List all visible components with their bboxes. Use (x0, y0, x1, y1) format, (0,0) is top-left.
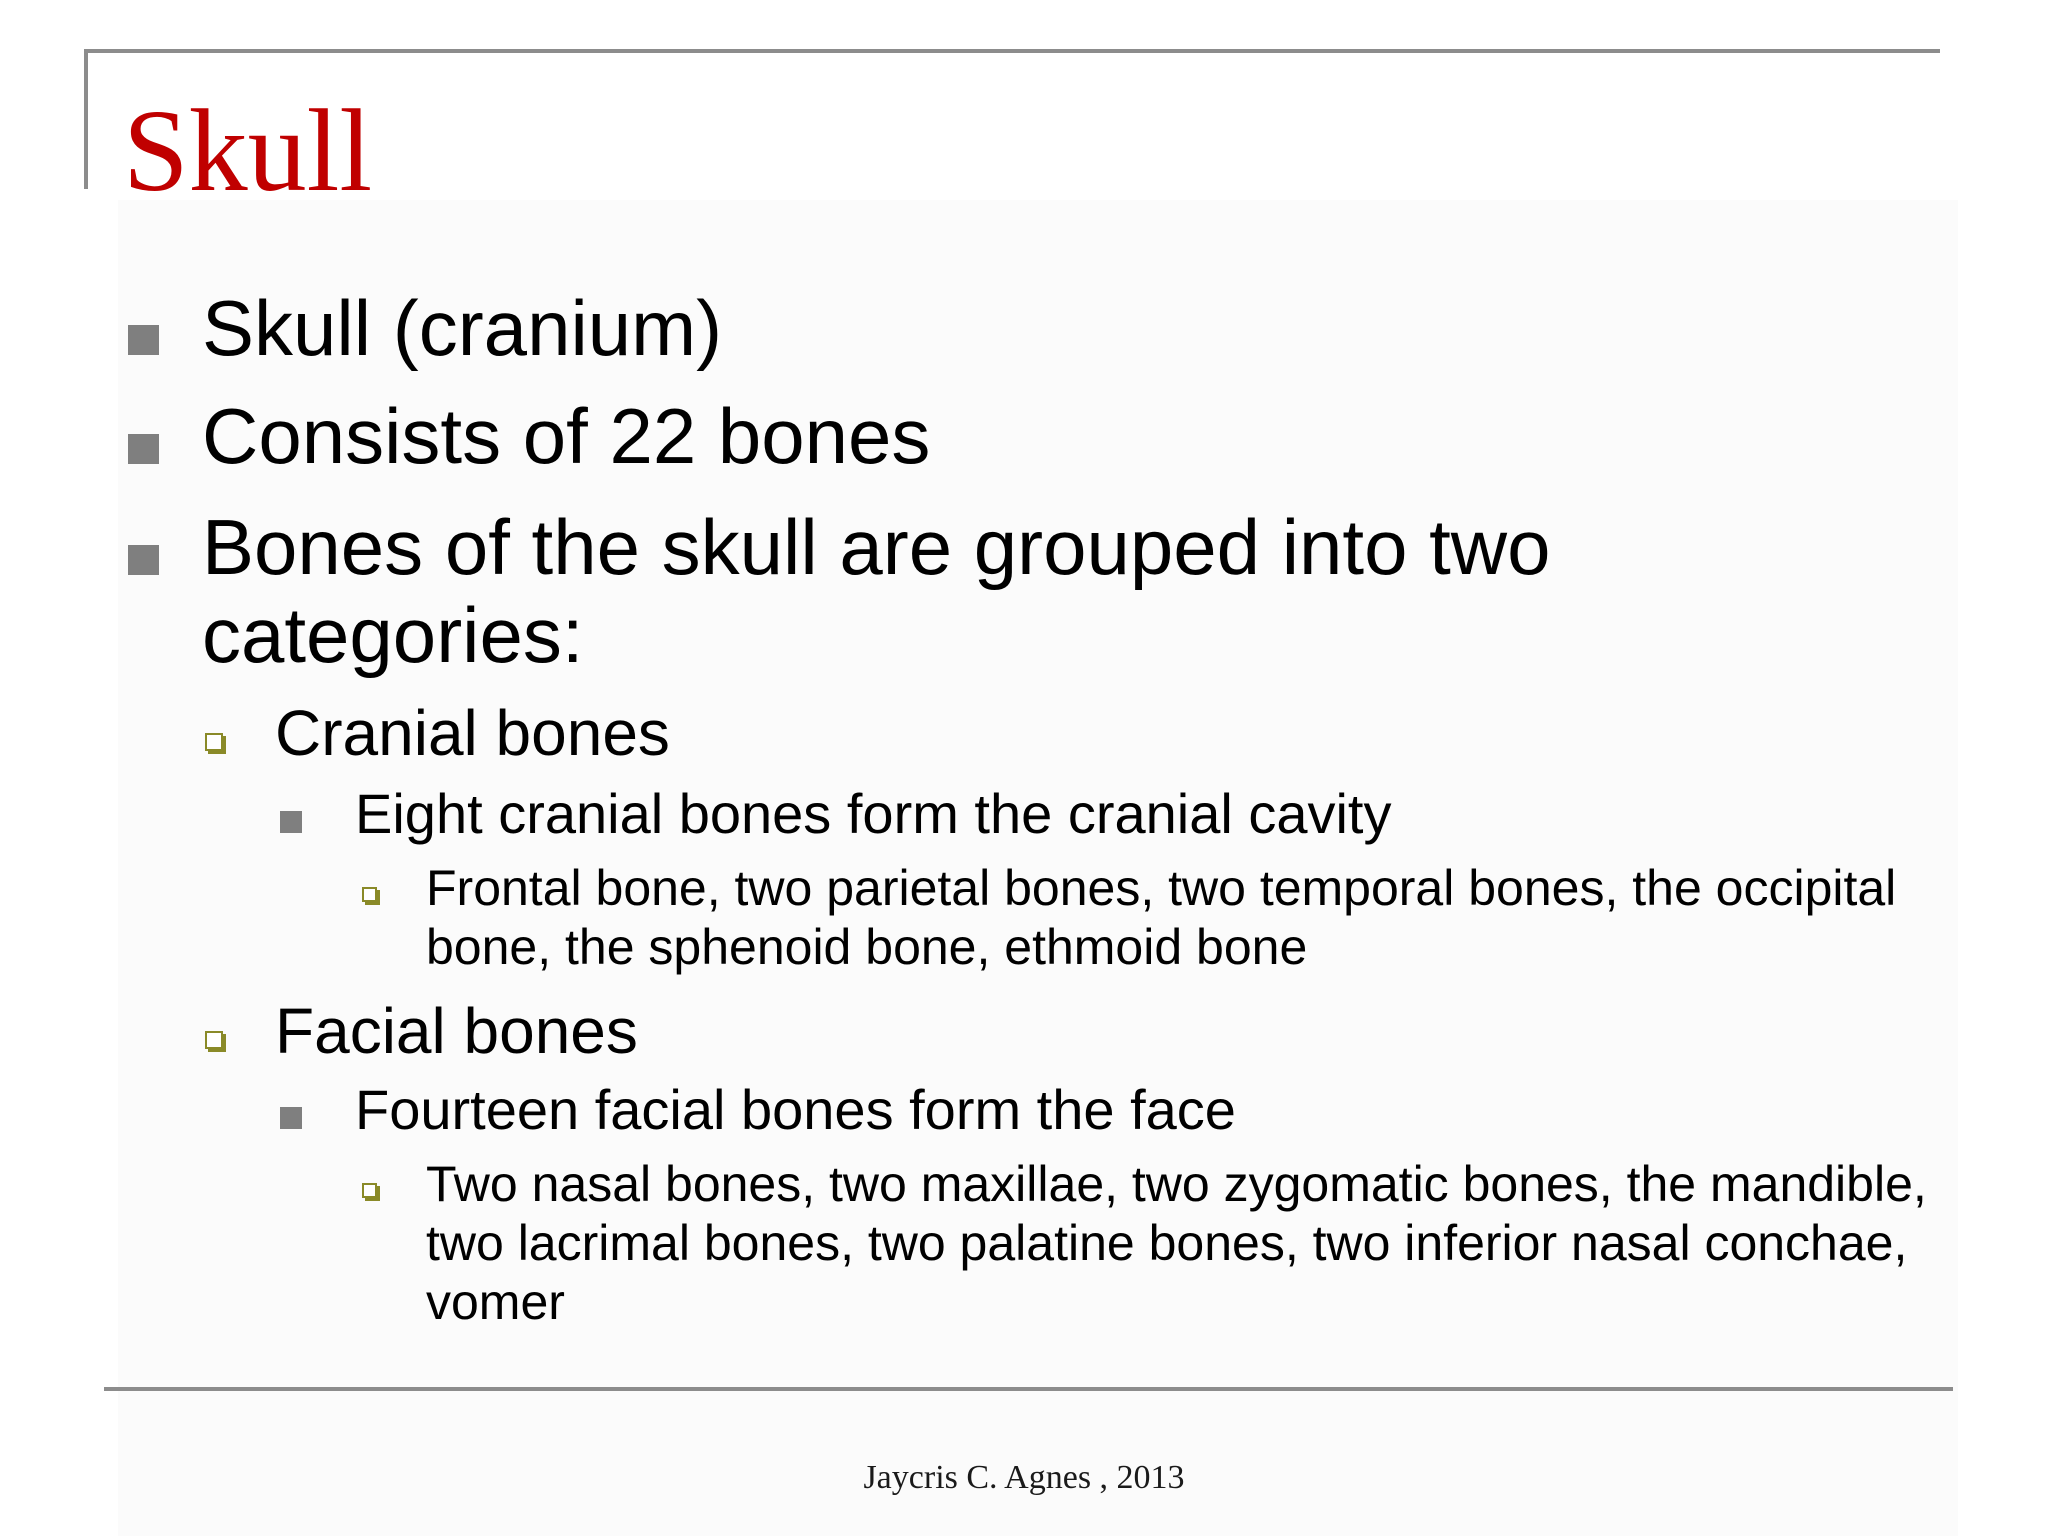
footer-credit: Jaycris C. Agnes , 2013 (863, 1459, 1185, 1496)
slide-title: Skull (123, 85, 373, 216)
bullet-text: Eight cranial bones form the cranial cavity (355, 782, 1392, 845)
square-bullet-icon (128, 545, 159, 575)
hollow-square-bullet-icon (205, 1031, 223, 1049)
title-frame-left-rule (84, 49, 88, 189)
footer-rule (104, 1387, 1953, 1391)
square-bullet-icon (280, 1107, 302, 1129)
hollow-square-bullet-icon (362, 887, 377, 902)
bullet-text: Fourteen facial bones form the face (355, 1078, 1236, 1141)
square-bullet-icon (128, 434, 159, 464)
hollow-square-bullet-icon (205, 733, 223, 751)
bullet-text: Consists of 22 bones (202, 392, 931, 480)
bullet-text: Frontal bone, two parietal bones, two temporal bones, the occipital bone, the sphenoid bone, ethmoid bone (426, 860, 1897, 975)
bullet-text: Cranial bones (275, 697, 670, 769)
square-bullet-icon (280, 811, 302, 833)
bullet-text: Bones of the skull are grouped into two categories: (202, 503, 1551, 679)
bullet-text: Two nasal bones, two maxillae, two zygomatic bones, the mandible, two lacrimal bones, two palatine bones, two inferior nasal conchae, vomer (426, 1156, 1927, 1330)
hollow-square-bullet-icon (362, 1183, 377, 1198)
title-frame-top-rule (84, 49, 1940, 53)
square-bullet-icon (128, 325, 159, 355)
bullet-text: Facial bones (275, 995, 638, 1067)
bullet-text: Skull (cranium) (202, 284, 723, 372)
